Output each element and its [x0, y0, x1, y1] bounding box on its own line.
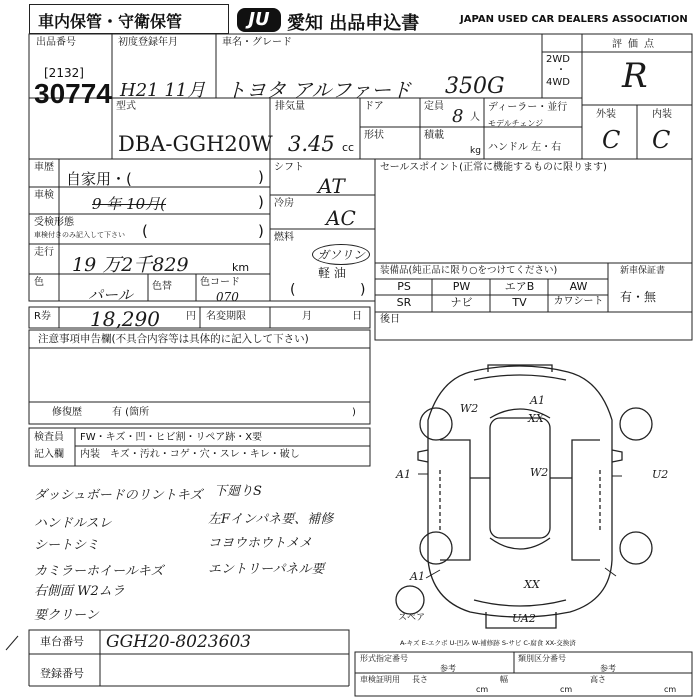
- footer-vehicle-label: 車検証明用: [360, 675, 400, 684]
- inspection-close: ): [258, 193, 264, 211]
- inspector-note-4: カミラーホイールキズ: [34, 564, 164, 579]
- left-title: 車内保管・守衛保管: [38, 12, 183, 31]
- inspector-note-1: ダッシュボードのリントキズ: [34, 488, 203, 503]
- inspector-note-right-3: コヨウホウトメメ: [208, 536, 312, 551]
- history-close: ): [258, 168, 264, 186]
- displacement-unit: cc: [342, 141, 355, 154]
- main-title: 愛知 出品申込書: [287, 13, 420, 34]
- spare-label: スペア: [398, 613, 426, 623]
- inspector-row2-label: 内装: [80, 449, 100, 460]
- model-change-label: モデルチェンジ: [488, 119, 544, 128]
- receipt-label: 受検形態: [34, 217, 74, 228]
- exterior-label: 外装: [596, 109, 616, 120]
- inspector-note-right-2: 左Fインパネ要、補修: [208, 512, 334, 527]
- equipment-label: 装備品(純正品に限り○をつけてください): [380, 265, 558, 276]
- warranty-label: 新車保証書: [620, 266, 666, 276]
- history-label: 車歴: [34, 162, 54, 173]
- aftersale-label: 後日: [380, 314, 400, 325]
- receipt-close: ): [258, 222, 264, 240]
- color-value: パール: [88, 286, 133, 304]
- equipment-ps: PS: [397, 280, 411, 293]
- equipment-pw: PW: [452, 280, 471, 293]
- interior-score: C: [652, 126, 671, 154]
- footer-length-unit: cm: [476, 685, 489, 694]
- rating-score: R: [622, 56, 648, 96]
- load-unit: kg: [470, 146, 481, 156]
- capacity-label: 定員: [424, 101, 444, 112]
- car-name-value: トヨタ アルファード: [226, 78, 412, 102]
- color-label: 色: [34, 277, 44, 288]
- lot-label: 出品番号: [36, 37, 76, 48]
- repair-label: 修復歴: [52, 407, 82, 418]
- load-label: 積載: [424, 130, 444, 141]
- capacity-unit: 人: [470, 112, 480, 123]
- lot-number: 30774: [34, 78, 112, 109]
- chassis-label: 車台番号: [40, 635, 84, 648]
- footer-ref-2: 参考: [600, 664, 616, 673]
- name-change-day: 日: [352, 311, 362, 322]
- inspector-note-2: ハンドルスレ: [34, 516, 112, 531]
- name-change-month: 月: [302, 311, 312, 322]
- color-swap-label: 色替: [152, 281, 172, 292]
- door-label: ドア: [364, 101, 384, 112]
- equipment-sr: SR: [396, 296, 412, 309]
- displacement-label: 排気量: [275, 101, 305, 112]
- inspector-note-3: シートシミ: [34, 538, 100, 553]
- inspector-note-right-1: 下廻りS: [214, 484, 262, 499]
- fuel-value-gas: ガソリン: [312, 244, 370, 265]
- ju-logo: JU: [237, 8, 281, 32]
- diagram-mark-a1-left: A1: [396, 468, 411, 481]
- footer-width-unit: cm: [560, 685, 573, 694]
- repair-value: 有 (箇所: [112, 407, 150, 418]
- rating-label: 評価点: [612, 39, 660, 50]
- equipment-navi: ナビ: [450, 296, 473, 309]
- repair-close: ): [352, 407, 356, 418]
- color-code-label: 色コード: [200, 277, 240, 288]
- footer-width-label: 幅: [500, 675, 508, 684]
- chassis-value: GGH20-8023603: [106, 632, 252, 652]
- footer-cert-label: 形式指定番号: [360, 654, 408, 663]
- footer-length-label: 長さ: [412, 675, 428, 684]
- drive-4wd: 4WD: [546, 77, 570, 88]
- receipt-note: 車検付きのみ記入して下さい: [34, 231, 125, 239]
- header-subtitle: JAPAN USED CAR DEALERS ASSOCIATION: [460, 14, 688, 25]
- shift-label: シフト: [274, 162, 304, 173]
- inspector-label-2: 記入欄: [34, 449, 64, 460]
- recycle-unit: 円: [186, 311, 196, 322]
- diagram-mark-a1-bottom: A1: [410, 570, 425, 583]
- model-label: 型式: [116, 101, 136, 112]
- inspector-label-1: 検査員: [34, 432, 64, 443]
- receipt-open: (: [142, 222, 148, 240]
- capacity-value: 8: [452, 106, 464, 127]
- footer-height-label: 高さ: [590, 675, 606, 684]
- diagram-mark-xx-bottom: XX: [524, 578, 540, 591]
- mileage-label: 走行: [34, 247, 54, 258]
- dealer-label: ディーラー・並行: [488, 102, 568, 113]
- inspector-row2: キズ・汚れ・コゲ・穴・スレ・キレ・破し: [110, 449, 300, 460]
- inspector-note-right-4: エントリーパネル要: [208, 562, 325, 577]
- fuel-label: 燃料: [274, 232, 294, 243]
- car-grade-value: 350G: [445, 74, 505, 99]
- displacement-value: 3.45: [288, 132, 335, 156]
- diagram-mark-xx-top: XX: [528, 412, 544, 425]
- diagram-mark-w2-center: W2: [530, 466, 549, 479]
- diagram-mark-ua2: UA2: [512, 612, 536, 625]
- recycle-label: R券: [34, 311, 51, 322]
- exterior-score: C: [602, 126, 621, 154]
- fuel-open: (: [290, 282, 296, 298]
- inspection-label: 車検: [34, 190, 54, 201]
- registration-value: H21 11月: [120, 80, 206, 101]
- name-change-label: 名変期限: [206, 311, 246, 322]
- notes-label: 注意事項申告欄(不具合内容等は具体的に記入して下さい): [38, 333, 309, 345]
- lot-code: [2132]: [44, 66, 84, 80]
- equipment-leather-seat: カワシート: [553, 296, 604, 307]
- legend-line-1: A-キズ E-エクボ U-凹み W-補修跡 S-サビ C-腐食 XX-交換済: [400, 639, 576, 647]
- color-code-value: 070: [216, 290, 239, 304]
- shift-value: AT: [318, 174, 345, 198]
- footer-ref-1: 参考: [440, 664, 456, 673]
- history-value: 自家用・(: [66, 170, 132, 188]
- mileage-value: 19 万2千829: [72, 254, 189, 276]
- ac-label: 冷房: [274, 198, 294, 209]
- equipment-tv: TV: [512, 296, 527, 309]
- diagram-mark-u2-right: U2: [652, 468, 669, 481]
- inspector-note-5: 右側面 W2ムラ: [34, 584, 125, 599]
- car-name-label: 車名・グレード: [222, 37, 292, 48]
- equipment-aw: AW: [569, 280, 588, 293]
- drive-dot: ・: [556, 65, 566, 76]
- equipment-airbag: エアB: [504, 280, 535, 293]
- drive-2wd: 2WD: [546, 54, 570, 65]
- shape-label: 形状: [364, 130, 384, 141]
- diagram-mark-a1-top: A1: [530, 394, 545, 407]
- register-label: 登録番号: [40, 667, 84, 680]
- mileage-unit: km: [232, 261, 250, 274]
- inspection-value: 9 年 10月(: [92, 195, 167, 213]
- fuel-close: ): [360, 282, 366, 298]
- registration-label: 初度登録年月: [118, 37, 178, 48]
- sales-point-label: セールスポイント(正常に機能するものに限ります): [380, 162, 607, 173]
- inspector-row1: FW・キズ・凹・ヒビ割・リペア跡・X要: [80, 432, 263, 443]
- handle-label: ハンドル 左・右: [488, 142, 562, 153]
- interior-label: 内装: [652, 109, 672, 120]
- ac-value: AC: [326, 206, 356, 230]
- fuel-value-diesel: 軽 油: [318, 266, 346, 280]
- footer-height-unit: cm: [664, 685, 677, 694]
- recycle-value: 18,290: [90, 307, 160, 331]
- warranty-value: 有・無: [620, 290, 657, 304]
- model-value: DBA-GGH20W: [118, 132, 273, 156]
- inspector-note-6: 要クリーン: [34, 608, 99, 623]
- footer-class-label: 類別区分番号: [518, 654, 566, 663]
- diagram-mark-w2-left: W2: [460, 402, 479, 415]
